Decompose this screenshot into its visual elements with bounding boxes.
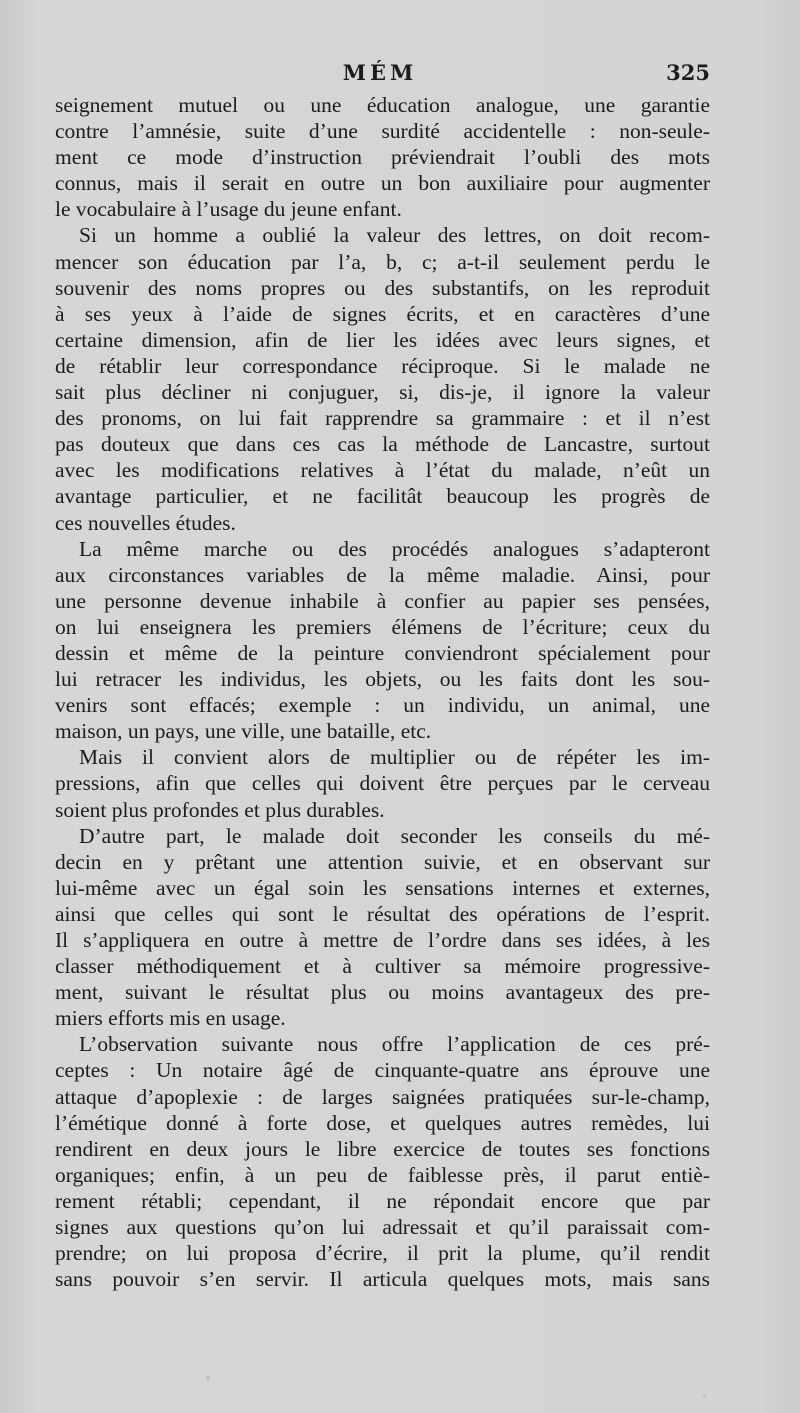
text-line: des pronoms, on lui fait rapprendre sa grammaire : et il n’est xyxy=(55,406,710,431)
paragraph xyxy=(55,1031,710,1292)
text-line: connus, mais il serait en outre un bon auxiliaire pour augmenter xyxy=(55,171,710,196)
paragraph xyxy=(55,536,710,745)
text-line: signes aux questions qu’on lui adressait et qu’il paraissait com- xyxy=(55,1215,710,1240)
paragraph xyxy=(55,92,710,222)
paragraph xyxy=(55,823,710,1032)
text-line: avec les modifications relatives à l’état du malade, n’eût un xyxy=(55,458,710,483)
text-line: Mais il convient alors de multiplier ou de répéter les im- xyxy=(79,745,710,770)
text-line: L’observation suivante nous offre l’application de ces pré- xyxy=(79,1032,710,1057)
text-line: rendirent en deux jours le libre exercice de toutes ses fonctions xyxy=(55,1136,710,1161)
text-line: ainsi que celles qui sont le résultat des opérations de l’esprit. xyxy=(55,901,710,926)
text-line: venirs sont effacés; exemple : un individu, un animal, une xyxy=(55,693,710,718)
text-line: soient plus profondes et plus durables. xyxy=(55,797,385,822)
text-line: ceptes : Un notaire âgé de cinquante-quatre ans éprouve une xyxy=(55,1058,710,1083)
text-line: ces nouvelles études. xyxy=(55,510,236,535)
text-line: sait plus décliner ni conjuguer, si, dis-je, il ignore la valeur xyxy=(55,380,710,405)
text-line: lui-même avec un égal soin les sensations internes et externes, xyxy=(55,875,710,900)
text-line: l’émétique donné à forte dose, et quelques autres remèdes, lui xyxy=(55,1110,710,1135)
text-line: le vocabulaire à l’usage du jeune enfant. xyxy=(55,197,402,222)
body-text xyxy=(55,92,710,1292)
text-line: on lui enseignera les premiers élémens de l’écriture; ceux du xyxy=(55,614,710,639)
page-header xyxy=(50,60,710,94)
text-line: une personne devenue inhabile à confier au papier ses pensées, xyxy=(55,588,710,613)
text-line: Il s’appliquera en outre à mettre de l’ordre dans ses idées, à les xyxy=(55,928,710,952)
text-line: contre l’amnésie, suite d’une surdité accidentelle : non-seule- xyxy=(55,119,710,144)
text-line: de rétablir leur correspondance réciproque. Si le malade ne xyxy=(55,353,710,378)
ink-speck xyxy=(703,1394,706,1398)
text-line: ment ce mode d’instruction préviendrait l’oubli des mots xyxy=(55,145,710,170)
text-line: dessin et même de la peinture conviendront spécialement pour xyxy=(55,640,710,665)
text-line: sans pouvoir s’en servir. Il articula quelques mots, mais sans xyxy=(55,1267,710,1292)
text-line: organiques; enfin, à un peu de faiblesse près, il parut entiè- xyxy=(55,1162,710,1187)
text-line: seignement mutuel ou une éducation analogue, une garantie xyxy=(55,93,710,117)
text-line: ment, suivant le résultat plus ou moins avantageux des pre- xyxy=(55,980,710,1005)
text-line: pressions, afin que celles qui doivent être perçues par le cerveau xyxy=(55,771,710,796)
text-line: avantage particulier, et ne facilitât beaucoup les progrès de xyxy=(55,484,710,509)
text-line: pas douteux que dans ces cas la méthode de Lancastre, surtout xyxy=(55,432,710,457)
ink-speck xyxy=(206,1376,210,1381)
paragraph xyxy=(55,744,710,822)
text-line: La même marche ou des procédés analogues s’adapteront xyxy=(79,536,710,561)
text-line: aux circonstances variables de la même maladie. Ainsi, pour xyxy=(55,562,710,587)
text-line: prendre; on lui proposa d’écrire, il prit la plume, qu’il rendit xyxy=(55,1241,710,1266)
text-line: classer méthodiquement et à cultiver sa mémoire progressive- xyxy=(55,954,710,979)
paragraph xyxy=(55,222,710,535)
text-line: attaque d’apoplexie : de larges saignées pratiquées sur-le-champ, xyxy=(55,1084,710,1109)
text-line: Si un homme a oublié la valeur des lettres, on doit recom- xyxy=(79,223,710,248)
text-line: certaine dimension, afin de lier les idées avec leurs signes, et xyxy=(55,327,710,352)
text-line: decin en y prêtant une attention suivie, et en observant sur xyxy=(55,849,710,874)
text-line: à ses yeux à l’aide de signes écrits, et en caractères d’une xyxy=(55,301,710,326)
text-line: lui retracer les individus, les objets, ou les faits dont les sou- xyxy=(55,667,710,692)
text-line: miers efforts mis en usage. xyxy=(55,1006,286,1031)
text-line: souvenir des noms propres ou des substantifs, on les reproduit xyxy=(55,275,710,300)
running-head: MÉM xyxy=(342,60,418,85)
page-number: 325 xyxy=(666,60,710,85)
text-line: rement rétabli; cependant, il ne répondait encore que par xyxy=(55,1188,710,1213)
text-line: D’autre part, le malade doit seconder les conseils du mé- xyxy=(79,823,710,848)
text-line: mencer son éducation par l’a, b, c; a-t-il seulement perdu le xyxy=(55,249,710,274)
text-line: maison, un pays, une ville, une bataille, etc. xyxy=(55,719,432,744)
